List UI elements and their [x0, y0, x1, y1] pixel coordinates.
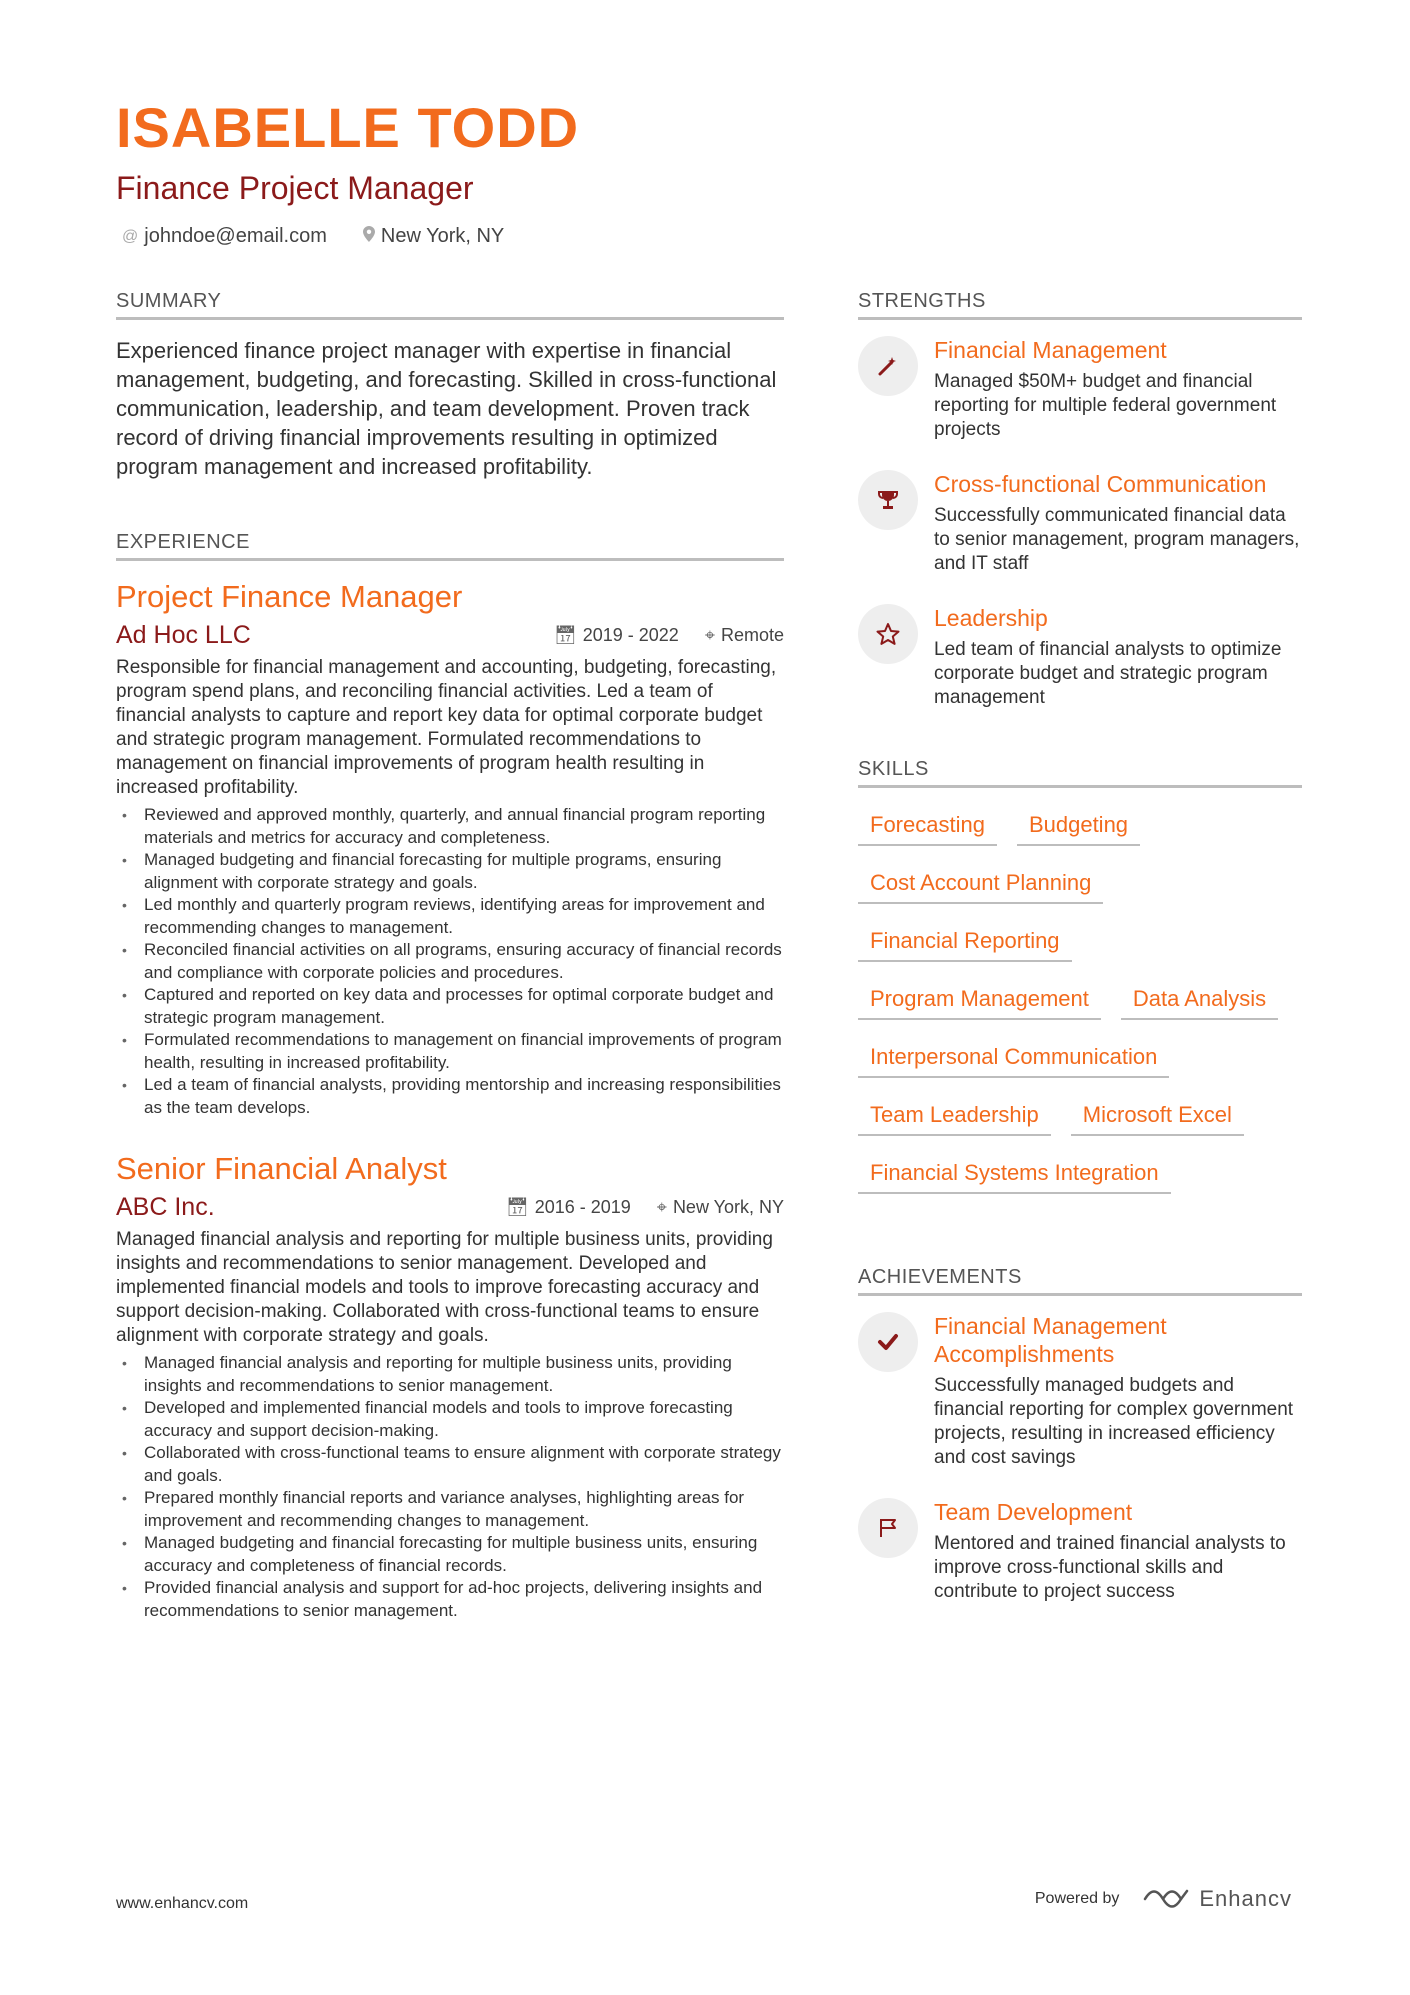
- job-meta: [554, 625, 784, 646]
- candidate-title: Finance Project Manager: [116, 170, 474, 206]
- strength-title: Leadership: [934, 605, 1048, 631]
- job-location: ⌖ New York, NY: [656, 1197, 784, 1217]
- email-text: johndoe@email.com: [144, 225, 327, 247]
- skills-heading: SKILLS: [858, 758, 1302, 788]
- skill-tag: Budgeting: [1017, 804, 1140, 846]
- strength-title: Financial Management: [934, 337, 1167, 363]
- job-location: ⌖ Remote: [704, 625, 784, 645]
- skill-tag: Financial Systems Integration: [858, 1152, 1171, 1194]
- job-description: Managed financial analysis and reporting for multiple business units, providing insights and recommendations to senior management. Developed and implemented financial models and tools to improve forecasting accuracy and support decision-making. Collaborated with cross-functional teams to ensure alignment with corporate strategy and goals.: [116, 1229, 773, 1346]
- achievement-title: Financial Management Accomplishments: [934, 1313, 1167, 1367]
- magic-wand-icon: [858, 336, 918, 396]
- job-bullets: [116, 1352, 784, 1622]
- job-title: Senior Financial Analyst: [116, 1151, 447, 1186]
- strengths-heading: STRENGTHS: [858, 290, 1302, 320]
- flag-icon: [858, 1498, 918, 1558]
- achievement-item: [858, 1312, 1302, 1470]
- at-icon: @: [122, 227, 139, 245]
- strength-desc: Led team of financial analysts to optimize corporate budget and strategic program management: [934, 639, 1282, 708]
- skill-tag: Microsoft Excel: [1071, 1094, 1244, 1136]
- job-description: Responsible for financial management and accounting, budgeting, forecasting, program spend plans, and reconciling financial activities. Led a team of financial analysts to capture and report key data for optimal corporate budget and strategic program management. Formulated recommendations to management on financial improvements of program health resulting in increased profitability.: [116, 657, 777, 798]
- skill-tag: Forecasting: [858, 804, 997, 846]
- checkmark-icon: [858, 1312, 918, 1372]
- strength-desc: Successfully communicated financial data to senior management, program managers, and IT staff: [934, 505, 1300, 574]
- email-contact[interactable]: [122, 225, 327, 248]
- skills-list: [858, 804, 1302, 1194]
- achievements-heading: ACHIEVEMENTS: [858, 1266, 1302, 1296]
- job-entry: [116, 1149, 784, 1622]
- list-item: • Formulated recommendations to management on financial improvements of program health, resulting in increased profitability.: [144, 1029, 784, 1074]
- left-column: [116, 290, 784, 1652]
- location-pin-icon: ⌖: [704, 625, 715, 645]
- location-pin-icon: ⌖: [656, 1197, 667, 1217]
- enhancv-logo-icon: [1143, 1887, 1189, 1911]
- trophy-icon: [858, 470, 918, 530]
- job-dates: 📅︎ 2019 - 2022: [553, 625, 679, 645]
- list-item: • Led a team of financial analysts, providing mentorship and increasing responsibilities as the team develops.: [144, 1074, 784, 1119]
- enhancv-brand-text: Enhancv: [1199, 1886, 1292, 1911]
- job-bullets: [116, 804, 784, 1119]
- footer-website-link[interactable]: www.enhancv.com: [116, 1895, 249, 1912]
- list-item: • Provided financial analysis and support for ad-hoc projects, delivering insights and recommendations to senior management.: [144, 1577, 784, 1622]
- achievement-desc: Mentored and trained financial analysts to improve cross-functional skills and contribute to project success: [934, 1533, 1286, 1602]
- skill-tag: Cost Account Planning: [858, 862, 1103, 904]
- strength-item: [858, 604, 1302, 710]
- strength-item: [858, 470, 1302, 576]
- location-text: New York, NY: [380, 225, 505, 247]
- achievement-desc: Successfully managed budgets and financial reporting for complex government projects, resulting in increased efficiency and cost savings: [934, 1375, 1294, 1468]
- location-pin-icon: [363, 226, 375, 247]
- company-name: Ad Hoc LLC: [116, 621, 251, 649]
- skill-tag: Team Leadership: [858, 1094, 1051, 1136]
- list-item: • Led monthly and quarterly program reviews, identifying areas for improvement and recommending changes to management.: [144, 894, 784, 939]
- skill-tag: Data Analysis: [1121, 978, 1278, 1020]
- skill-tag: Financial Reporting: [858, 920, 1072, 962]
- achievement-title: Team Development: [934, 1499, 1133, 1525]
- job-title: Project Finance Manager: [116, 579, 463, 614]
- summary-heading: SUMMARY: [116, 290, 784, 320]
- list-item: • Managed budgeting and financial forecasting for multiple business units, ensuring accuracy and completeness of financial records.: [144, 1532, 784, 1577]
- list-item: • Prepared monthly financial reports and variance analyses, highlighting areas for improvement and recommending changes to management.: [144, 1487, 784, 1532]
- enhancv-logo[interactable]: [1143, 1886, 1292, 1912]
- skill-tag: Program Management: [858, 978, 1101, 1020]
- achievement-item: [858, 1498, 1302, 1604]
- job-meta: [506, 1197, 784, 1218]
- skill-tag: Interpersonal Communication: [858, 1036, 1169, 1078]
- star-icon: [858, 604, 918, 664]
- candidate-name: ISABELLE TODD: [116, 96, 580, 159]
- strength-desc: Managed $50M+ budget and financial reporting for multiple federal government projects: [934, 371, 1277, 440]
- contact-info: [122, 225, 504, 248]
- calendar-icon: 📅︎: [505, 1197, 529, 1217]
- location-contact: [363, 225, 504, 248]
- job-header-row: [116, 1193, 784, 1222]
- powered-by-label: Powered by: [1034, 1890, 1120, 1907]
- list-item: • Managed financial analysis and reporting for multiple business units, providing insights and recommendations to senior management.: [144, 1352, 784, 1397]
- company-name: ABC Inc.: [116, 1193, 215, 1221]
- strength-title: Cross-functional Communication: [934, 471, 1267, 497]
- strength-item: [858, 336, 1302, 442]
- list-item: • Captured and reported on key data and processes for optimal corporate budget and strategic program management.: [144, 984, 784, 1029]
- job-entry: [116, 577, 784, 1119]
- list-item: • Managed budgeting and financial forecasting for multiple programs, ensuring alignment with corporate strategy and goals.: [144, 849, 784, 894]
- right-column: [858, 290, 1302, 1632]
- list-item: • Developed and implemented financial models and tools to improve forecasting accuracy and support decision-making.: [144, 1397, 784, 1442]
- experience-heading: EXPERIENCE: [116, 531, 784, 561]
- footer-branding: [1035, 1886, 1292, 1912]
- job-header-row: [116, 621, 784, 650]
- job-dates: 📅︎ 2016 - 2019: [505, 1197, 631, 1217]
- list-item: • Reviewed and approved monthly, quarterly, and annual financial program reporting materials and metrics for accuracy and completeness.: [144, 804, 784, 849]
- list-item: • Collaborated with cross-functional teams to ensure alignment with corporate strategy and goals.: [144, 1442, 784, 1487]
- calendar-icon: 📅︎: [553, 625, 577, 645]
- list-item: • Reconciled financial activities on all programs, ensuring accuracy of financial records and compliance with corporate policies and procedures.: [144, 939, 784, 984]
- summary-text: Experienced finance project manager with expertise in financial management, budgeting, and forecasting. Skilled in cross-functional communication, leadership, and team development. Proven track record of driving financial improvements resulting in optimized program management and increased profitability.: [116, 338, 777, 479]
